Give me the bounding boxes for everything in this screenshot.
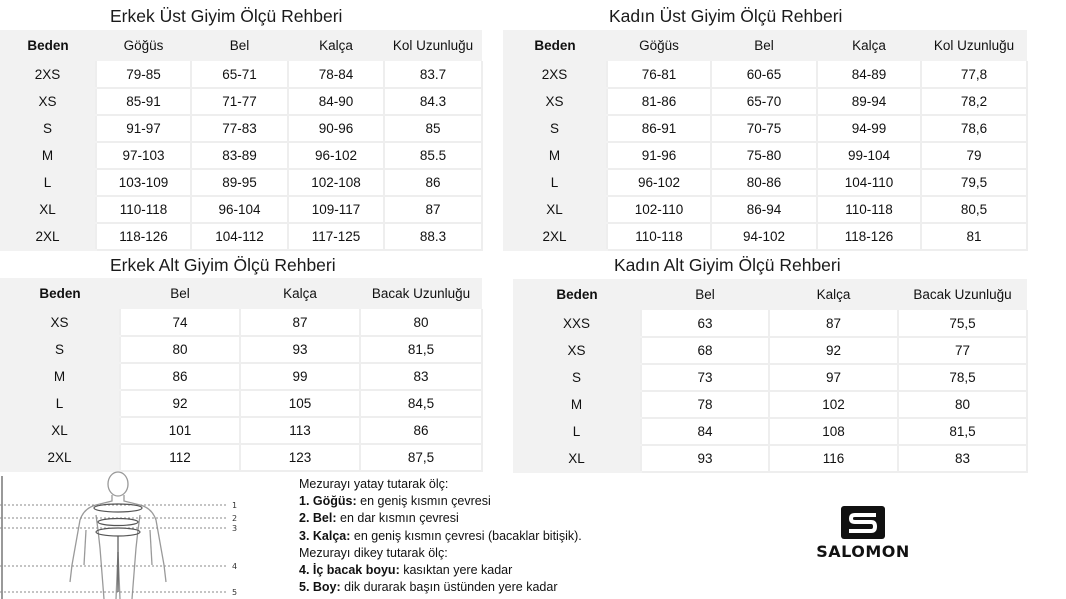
size-cell: 2XL [503,223,607,250]
instruction-item-chest: 1. Göğüs: en geniş kısmın çevresi [299,494,491,509]
size-cell: S [0,336,120,363]
horizontal-intro: Mezurayı yatay tutarak ölç: [299,477,449,491]
salomon-logo [810,506,916,562]
column-header: Bel [191,30,288,61]
table-row [0,417,482,444]
column-header: Bel [641,279,769,310]
measurement-cell: 99-104 [817,142,921,169]
measurement-cell: 87 [769,310,898,337]
measurement-cell: 80 [360,309,482,336]
measurement-cell: 76-81 [607,61,711,88]
table-row [503,142,1027,169]
column-header: Bacak Uzunluğu [898,279,1027,310]
measurement-cell: 78,5 [898,364,1027,391]
column-header: Beden [0,30,96,61]
measurement-cell: 80,5 [921,196,1027,223]
instruction-item-hip: 3. Kalça: en geniş kısmın çevresi (bacaklar bitişik). [299,528,582,543]
measurement-cell: 68 [641,337,769,364]
measurement-cell: 109-117 [288,196,384,223]
measurement-cell: 65-70 [711,88,817,115]
measurement-cell: 94-99 [817,115,921,142]
measurement-cell: 91-96 [607,142,711,169]
measurement-cell: 102 [769,391,898,418]
measurement-cell: 86 [384,169,482,196]
measurement-cell: 97 [769,364,898,391]
measurement-cell: 65-71 [191,61,288,88]
table-row [513,391,1027,418]
measurement-cell: 78,2 [921,88,1027,115]
marker-label-2: 2 [232,514,238,523]
measurement-cell: 63 [641,310,769,337]
size-cell: L [513,418,641,445]
table-row [503,223,1027,250]
measurement-cell: 104-112 [191,223,288,250]
table-row [0,363,482,390]
measurement-cell: 108 [769,418,898,445]
measurement-cell: 83.7 [384,61,482,88]
measurement-cell: 112 [120,444,240,471]
column-header: Bel [120,278,240,309]
women-bottom-title: Kadın Alt Giyim Ölçü Rehberi [614,255,841,275]
size-cell: XL [0,196,96,223]
size-cell: L [0,169,96,196]
table-row [0,88,482,115]
measurement-cell: 85 [384,115,482,142]
size-cell: L [0,390,120,417]
table-header-row [0,30,482,61]
measurement-cell: 110-118 [607,223,711,250]
size-cell: XXS [513,310,641,337]
measurement-cell: 102-108 [288,169,384,196]
measurement-cell: 84-89 [817,61,921,88]
measurement-cell: 78,6 [921,115,1027,142]
measurement-cell: 84,5 [360,390,482,417]
measurement-cell: 79,5 [921,169,1027,196]
table-row [0,196,482,223]
marker-label-4: 4 [232,562,238,571]
measurement-cell: 77 [898,337,1027,364]
column-header: Kalça [240,278,360,309]
measurement-cell: 105 [240,390,360,417]
table-row [0,142,482,169]
size-cell: 2XL [0,223,96,250]
measurement-cell: 79-85 [96,61,191,88]
table-row [513,445,1027,472]
women-top-title: Kadın Üst Giyim Ölçü Rehberi [609,6,843,26]
instruction-item-inseam: 4. İç bacak boyu: kasıktan yere kadar [299,563,513,578]
measurement-cell: 91-97 [96,115,191,142]
size-cell: XS [0,309,120,336]
measurement-cell: 110-118 [96,196,191,223]
size-cell: L [503,169,607,196]
column-header: Kol Uzunluğu [921,30,1027,61]
measurement-cell: 84.3 [384,88,482,115]
measurement-cell: 75-80 [711,142,817,169]
measurement-cell: 86-91 [607,115,711,142]
measurement-cell: 104-110 [817,169,921,196]
measurement-cell: 70-75 [711,115,817,142]
measurement-cell: 89-95 [191,169,288,196]
table-row [503,196,1027,223]
column-header: Kalça [288,30,384,61]
table-row [0,444,482,471]
measurement-cell: 99 [240,363,360,390]
size-cell: S [503,115,607,142]
table-row [0,61,482,88]
measurement-cell: 83 [360,363,482,390]
column-header: Bacak Uzunluğu [360,278,482,309]
measurement-cell: 101 [120,417,240,444]
marker-label-5: 5 [232,588,238,597]
table-row [0,169,482,196]
column-header: Beden [0,278,120,309]
measurement-cell: 96-102 [288,142,384,169]
body-measurement-figure [0,470,245,599]
measurement-cell: 86 [120,363,240,390]
men-bottom-title: Erkek Alt Giyim Ölçü Rehberi [110,255,336,275]
table-row [0,223,482,250]
measurement-cell: 74 [120,309,240,336]
measurement-cell: 117-125 [288,223,384,250]
measurement-cell: 78 [641,391,769,418]
table-row [503,61,1027,88]
measurement-cell: 86-94 [711,196,817,223]
size-cell: 2XS [0,61,96,88]
table-row [513,310,1027,337]
size-cell: XL [0,417,120,444]
measurement-cell: 94-102 [711,223,817,250]
column-header: Bel [711,30,817,61]
brand-name: SALOMON [816,542,910,561]
measurement-cell: 85.5 [384,142,482,169]
size-cell: XS [503,88,607,115]
measurement-cell: 81,5 [360,336,482,363]
size-cell: XS [0,88,96,115]
measurement-cell: 71-77 [191,88,288,115]
measurement-cell: 77-83 [191,115,288,142]
measurement-cell: 78-84 [288,61,384,88]
instruction-item-waist: 2. Bel: en dar kısmın çevresi [299,511,459,526]
table-row [0,390,482,417]
marker-label-1: 1 [232,501,238,510]
measurement-cell: 102-110 [607,196,711,223]
measurement-cell: 90-96 [288,115,384,142]
measurement-cell: 60-65 [711,61,817,88]
table-row [513,337,1027,364]
measurement-cell: 123 [240,444,360,471]
vertical-intro: Mezurayı dikey tutarak ölç: [299,545,448,560]
measurement-cell: 80-86 [711,169,817,196]
table-row [0,115,482,142]
salomon-s-icon [841,506,885,539]
column-header: Kalça [817,30,921,61]
column-header: Kalça [769,279,898,310]
measurement-cell: 103-109 [96,169,191,196]
size-cell: XL [513,445,641,472]
measurement-cell: 84-90 [288,88,384,115]
measurement-cell: 96-102 [607,169,711,196]
measurement-cell: 81 [921,223,1027,250]
measurement-cell: 96-104 [191,196,288,223]
measurement-cell: 92 [120,390,240,417]
measurement-cell: 83-89 [191,142,288,169]
size-cell: S [513,364,641,391]
measurement-cell: 116 [769,445,898,472]
measurement-cell: 87 [384,196,482,223]
table-row [503,169,1027,196]
table-header-row [513,279,1027,310]
size-cell: M [0,142,96,169]
size-cell: S [0,115,96,142]
table-row [513,364,1027,391]
table-row [503,88,1027,115]
measurement-cell: 77,8 [921,61,1027,88]
size-cell: XL [503,196,607,223]
measurement-cell: 113 [240,417,360,444]
size-cell: M [503,142,607,169]
column-header: Beden [513,279,641,310]
measurement-cell: 89-94 [817,88,921,115]
size-cell: 2XS [503,61,607,88]
men-bottom-size-table [0,278,483,472]
measurement-cell: 79 [921,142,1027,169]
column-header: Kol Uzunluğu [384,30,482,61]
women-bottom-size-table [513,279,1028,473]
table-row [0,336,482,363]
column-header: Göğüs [607,30,711,61]
measurement-cell: 80 [898,391,1027,418]
column-header: Beden [503,30,607,61]
measurement-cell: 81-86 [607,88,711,115]
measurement-cell: 73 [641,364,769,391]
men-top-size-table [0,30,483,251]
marker-label-3: 3 [232,524,238,533]
measurement-cell: 97-103 [96,142,191,169]
measurement-cell: 83 [898,445,1027,472]
men-top-title: Erkek Üst Giyim Ölçü Rehberi [110,6,343,26]
measurement-cell: 75,5 [898,310,1027,337]
size-cell: XS [513,337,641,364]
instruction-item-height: 5. Boy: dik durarak başın üstünden yere kadar [299,580,558,595]
size-cell: M [0,363,120,390]
human-body-icon [0,470,245,599]
measurement-cell: 80 [120,336,240,363]
table-header-row [503,30,1027,61]
measurement-cell: 87 [240,309,360,336]
measurement-cell: 92 [769,337,898,364]
measurement-cell: 86 [360,417,482,444]
measurement-cell: 84 [641,418,769,445]
measurement-cell: 93 [240,336,360,363]
table-row [0,309,482,336]
size-cell: 2XL [0,444,120,471]
column-header: Göğüs [96,30,191,61]
measurement-instructions [299,476,582,596]
measurement-cell: 81,5 [898,418,1027,445]
size-cell: M [513,391,641,418]
measurement-cell: 87,5 [360,444,482,471]
measurement-cell: 88.3 [384,223,482,250]
measurement-cell: 110-118 [817,196,921,223]
table-row [503,115,1027,142]
table-row [513,418,1027,445]
table-header-row [0,278,482,309]
measurement-cell: 118-126 [96,223,191,250]
measurement-cell: 93 [641,445,769,472]
measurement-cell: 118-126 [817,223,921,250]
women-top-size-table [503,30,1028,251]
measurement-cell: 85-91 [96,88,191,115]
